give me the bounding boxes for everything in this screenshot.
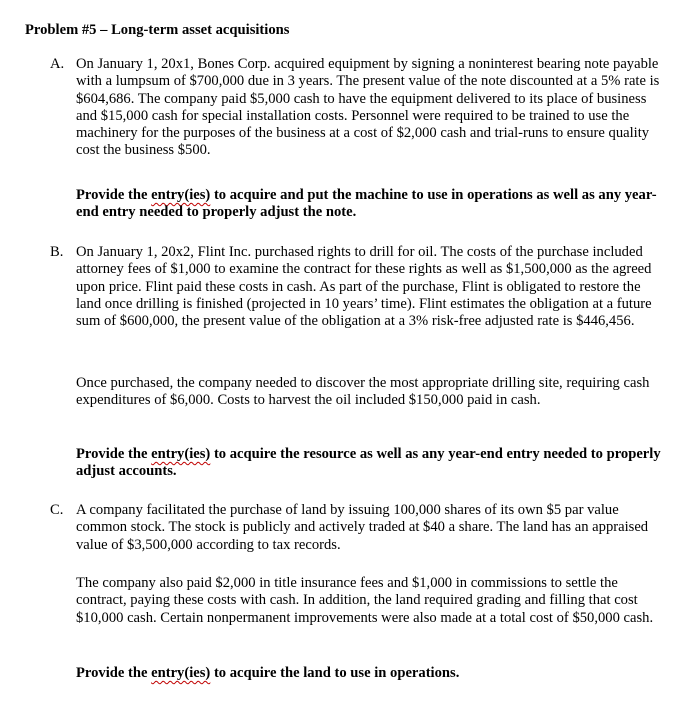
section-c-instruction-start: Provide the xyxy=(76,665,152,681)
section-a-entries-word: entry(ies) xyxy=(151,187,211,203)
section-c-instruction-end: to acquire the land to use in operations. xyxy=(210,665,460,681)
section-c-letter: C. xyxy=(50,502,64,518)
section-a xyxy=(50,56,662,160)
section-b-instruction-end: to acquire the resource as well as any year-end entry needed to properly adjust accounts. xyxy=(76,446,661,480)
problem-title: Problem #5 – Long-term asset acquisitions xyxy=(25,22,290,38)
section-c-text2: The company also paid $2,000 in title insurance fees and $1,000 in commissions to settle the contract, paying these costs with cash. In addition, the land required grading and filling that cost $10,000 cash. Certain nonpermanent improvements were also made at a total cost of $50,000 cash. xyxy=(76,575,654,626)
section-b-entries-word: entry(ies) xyxy=(151,446,211,462)
section-b xyxy=(50,244,662,330)
section-b-letter: B. xyxy=(50,244,64,260)
section-c-followup xyxy=(50,575,662,627)
section-b-text: On January 1, 20x2, Flint Inc. purchased rights to drill for oil. The costs of the purchase included attorney fees of $1,000 to examine the contract for these rights as well as $1,500,000 as the agreed upon price. Flint paid these costs in cash. As part of the purchase, Flint is obligated to restore the land once drilling is finished (projected in 10 years’ time). Flint estimates the obligation at a future sum of $600,000, the present value of the obligation at a 3% risk-free adjusted rate is $446,456. xyxy=(76,244,652,330)
section-a-instruction-end: to acquire and put the machine to use in operations as well as any year-end entry needed to properly adjust the note. xyxy=(76,187,657,221)
section-b-instruction xyxy=(50,446,662,481)
section-b-instruction-start: Provide the xyxy=(76,446,152,462)
section-c-instruction xyxy=(50,665,662,682)
section-a-text: On January 1, 20x1, Bones Corp. acquired equipment by signing a noninterest bearing note payable with a lumpsum of $700,000 due in 3 years. The present value of the note discounted at a 5% rate is $604,686. The company paid $5,000 cash to have the equipment delivered to its place of business and $15,000 cash for special installation costs. Personnel were required to be trained to use the machinery for the purposes of the business at a cost of $2,000 cash and trial-runs to ensure quality cost the business $500. xyxy=(76,56,660,159)
section-a-instruction-start: Provide the xyxy=(76,187,152,203)
section-b-followup xyxy=(50,375,662,410)
section-a-instruction xyxy=(50,187,662,222)
section-a-letter: A. xyxy=(50,56,65,72)
section-c-entries-word: entry(ies) xyxy=(151,665,211,681)
section-c xyxy=(50,502,662,554)
section-c-text: A company facilitated the purchase of land by issuing 100,000 shares of its own $5 par value common stock. The stock is publicly and actively traded at $40 a share. The land has an appraised value of $3,500,000 according to tax records. xyxy=(76,502,649,553)
section-b-text2: Once purchased, the company needed to discover the most appropriate drilling site, requiring cash expenditures of $6,000. Costs to harvest the oil included $150,000 paid in cash. xyxy=(76,375,650,409)
